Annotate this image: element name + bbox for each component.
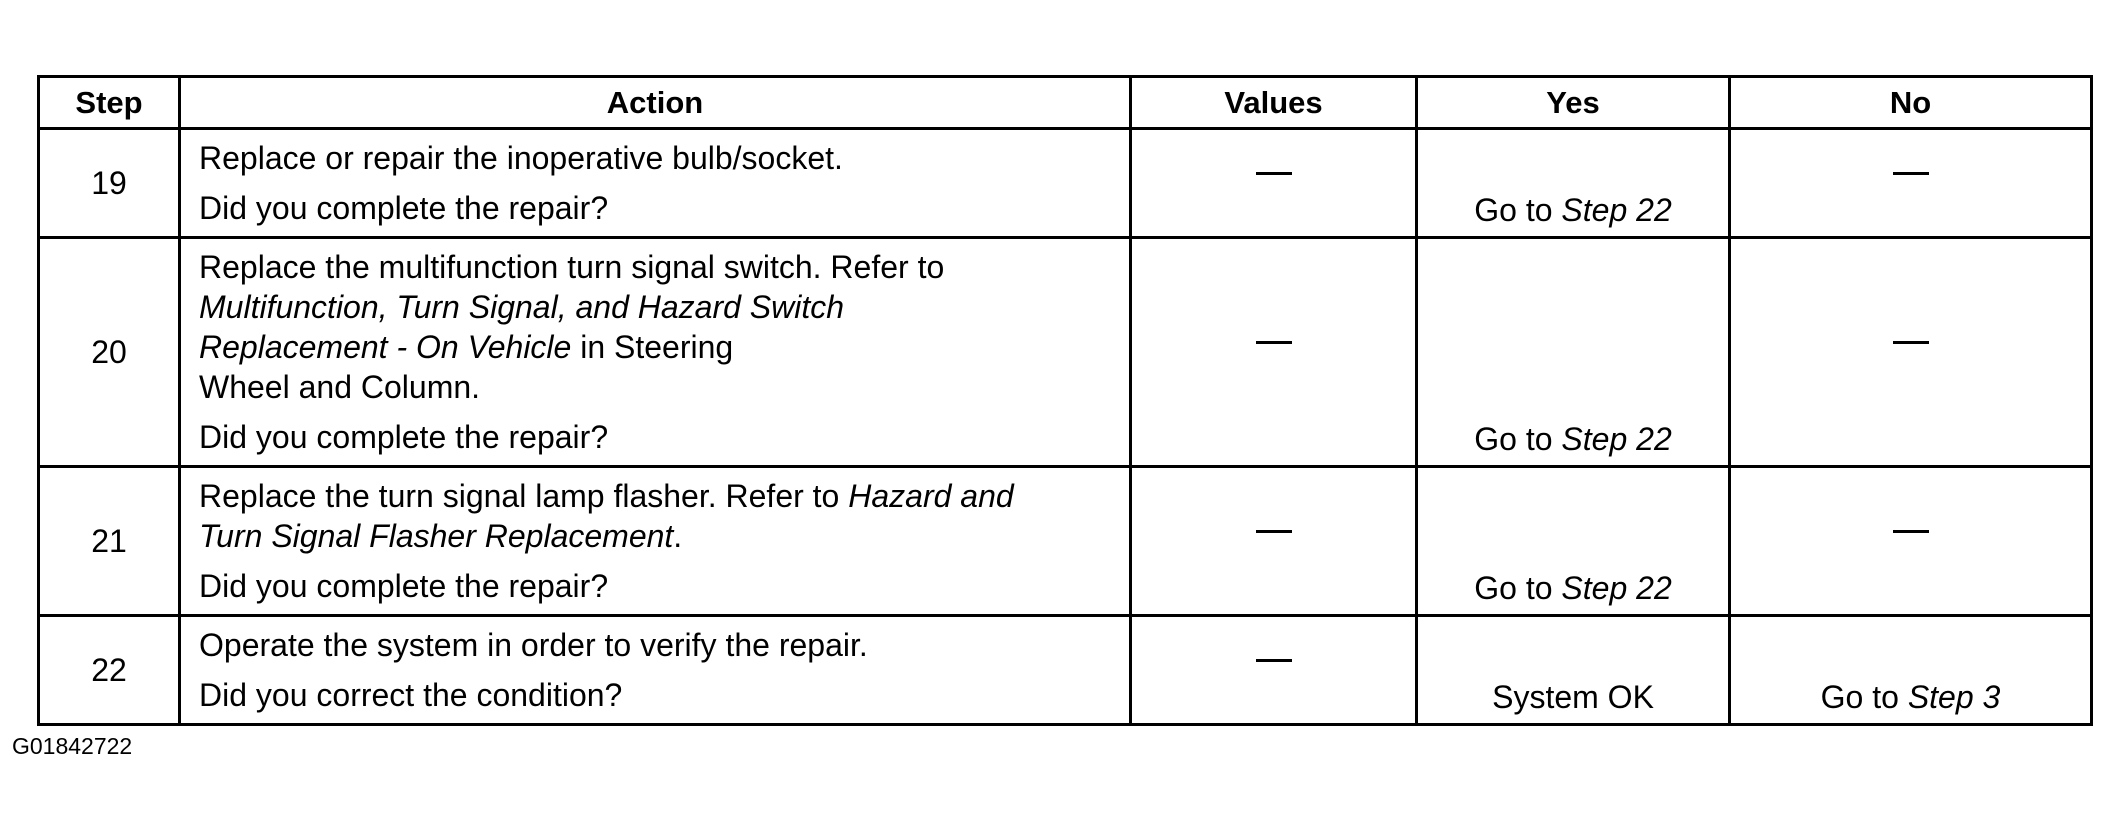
action-text-with-reference: [199, 476, 1113, 516]
yes-prefix: Go to: [1474, 421, 1562, 457]
action-question: Did you complete the repair?: [199, 190, 609, 226]
table-row: [39, 238, 2092, 467]
no-cell: [1730, 238, 2092, 467]
step-number: 20: [39, 238, 180, 467]
no-cell: [1730, 129, 2092, 238]
empty-value-dash: [1256, 341, 1292, 344]
table-row: [39, 467, 2092, 616]
no-prefix: Go to: [1820, 679, 1908, 715]
no-cell: [1730, 616, 2092, 725]
action-text: Replace or repair the inoperative bulb/socket.: [199, 140, 843, 176]
no-cell: [1730, 467, 2092, 616]
yes-prefix: Go to: [1474, 192, 1562, 228]
action-text: in Steering: [571, 329, 734, 365]
values-cell: [1131, 616, 1417, 725]
header-yes: Yes: [1417, 77, 1730, 129]
action-text: Replace the multifunction turn signal switch. Refer to: [199, 249, 945, 285]
empty-value-dash: [1256, 530, 1292, 533]
diagnostic-table-container: [37, 75, 2090, 726]
action-text: .: [673, 518, 683, 554]
step-number: 21: [39, 467, 180, 616]
yes-step-reference: Step 22: [1561, 192, 1672, 228]
values-cell: [1131, 467, 1417, 616]
action-italic-reference: Replacement - On Vehicle: [199, 329, 572, 365]
no-step-reference: Step 3: [1907, 679, 2001, 715]
table-row: [39, 616, 2092, 725]
empty-value-dash: [1256, 659, 1292, 662]
table-row: [39, 129, 2092, 238]
action-question: Did you complete the repair?: [199, 419, 609, 455]
action-reference: [199, 327, 1113, 367]
action-reference: [199, 516, 1113, 556]
header-no: No: [1730, 77, 2092, 129]
step-number: 22: [39, 616, 180, 725]
action-cell: [180, 129, 1131, 238]
action-text: Replace the turn signal lamp flasher. Refer to: [199, 478, 849, 514]
yes-cell: [1417, 129, 1730, 238]
yes-cell: System OK: [1417, 616, 1730, 725]
action-cell: [180, 616, 1131, 725]
table-header-row: [39, 77, 2092, 129]
figure-id: G01842722: [12, 733, 133, 759]
action-text: Wheel and Column.: [199, 369, 481, 405]
empty-value-dash: [1256, 172, 1292, 175]
header-action: Action: [180, 77, 1131, 129]
action-cell: [180, 467, 1131, 616]
empty-value-dash: [1893, 341, 1929, 344]
empty-value-dash: [1893, 172, 1929, 175]
diagnostic-table: [37, 75, 2093, 726]
yes-step-reference: Step 22: [1561, 570, 1672, 606]
action-cell: [180, 238, 1131, 467]
action-reference: [199, 287, 1113, 327]
yes-cell: [1417, 238, 1730, 467]
action-italic-reference: Multifunction, Turn Signal, and Hazard Switch: [199, 289, 845, 325]
step-number: 19: [39, 129, 180, 238]
empty-value-dash: [1893, 530, 1929, 533]
values-cell: [1131, 238, 1417, 467]
header-step: Step: [39, 77, 180, 129]
action-question: Did you correct the condition?: [199, 677, 623, 713]
action-italic-reference: Hazard and: [848, 478, 1014, 514]
yes-step-reference: Step 22: [1561, 421, 1672, 457]
action-italic-reference: Turn Signal Flasher Replacement: [199, 518, 674, 554]
header-values: Values: [1131, 77, 1417, 129]
action-text: Operate the system in order to verify the repair.: [199, 627, 868, 663]
action-question: Did you complete the repair?: [199, 568, 609, 604]
values-cell: [1131, 129, 1417, 238]
yes-cell: [1417, 467, 1730, 616]
yes-prefix: Go to: [1474, 570, 1562, 606]
